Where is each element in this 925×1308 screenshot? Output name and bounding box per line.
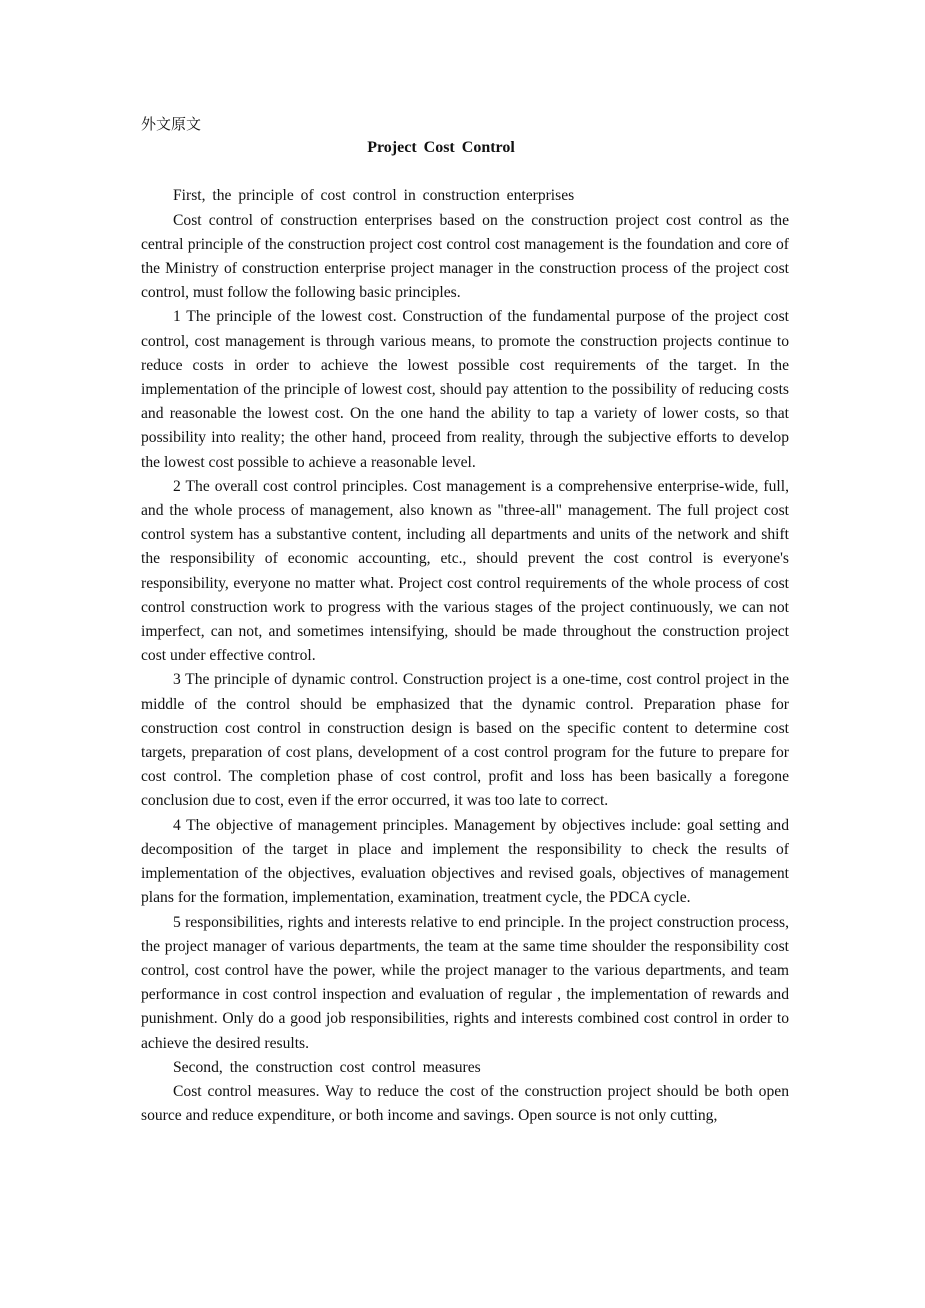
- paragraph-principle-4: 4 The objective of management principles. Management by objectives include: goal setting and decomposition of the target in place and implement the responsibility to check the results of implementation of the objectives, evaluation objectives and revised goals, objectives of management plans for the formation, implementation, examination, treatment cycle, the PDCA cycle.: [141, 816, 789, 907]
- paragraph-principle-1: 1 The principle of the lowest cost. Construction of the fundamental purpose of the project cost control, cost management is through various means, to promote the construction projects continue to reduce costs in order to achieve the lowest possible cost requirements of the target. In the implementation of the principle of lowest cost, should pay attention to the possibility of reducing costs and reasonable the lowest cost. On the one hand the ability to tap a variety of lower costs, so that possibility into reality; the other hand, proceed from reality, through the subjective efforts to develop the lowest cost possible to achieve a reasonable level.: [141, 308, 789, 471]
- section-heading-second: Second, the construction cost control measures: [173, 1058, 481, 1076]
- paragraph-principle-5: 5 responsibilities, rights and interests relative to end principle. In the project construction process, the project manager of various departments, the team at the same time shoulder the responsibility cost control, cost control have the power, while the project manager to the various departments, and team performance in cost control inspection and evaluation of regular , the implementation of rewards and punishment. Only do a good job responsibilities, rights and interests combined cost control in order to achieve the desired results.: [141, 913, 789, 1052]
- section-label: 外文原文: [141, 115, 202, 133]
- paragraph-measures: Cost control measures. Way to reduce the cost of the construction project should be both open source and reduce expenditure, or both income and savings. Open source is not only cutting,: [141, 1082, 789, 1125]
- paragraph-principle-2: 2 The overall cost control principles. Cost management is a comprehensive enterprise-wide, full, and the whole process of management, also known as "three-all" management. The full project cost control system has a substantive content, including all departments and units of the network and shift the responsibility of economic accounting, etc., should prevent the cost control is everyone's responsibility, everyone no matter what. Project cost control requirements of the whole process of cost control construction work to progress with the various stages of the project continuously, we can not imperfect, can not, and sometimes intensifying, should be made throughout the construction project cost under effective control.: [141, 477, 789, 665]
- paragraph-principle-3: 3 The principle of dynamic control. Construction project is a one-time, cost control project in the middle of the control should be emphasized that the dynamic control. Preparation phase for construction cost control in construction design is based on the specific content to determine cost targets, preparation of cost plans, development of a cost control program for the future to prepare for cost control. The completion phase of cost control, profit and loss has been basically a foregone conclusion due to cost, even if the error occurred, it was too late to correct.: [141, 671, 789, 810]
- document-body: [141, 112, 789, 1128]
- paragraph-intro: Cost control of construction enterprises based on the construction project cost control as the central principle of the construction project cost control cost management is the foundation and core of the Ministry of construction enterprise project manager in the construction process of the project cost control, must follow the following basic principles.: [141, 211, 789, 302]
- document-title: Project Cost Control: [367, 139, 515, 157]
- section-heading-first: First, the principle of cost control in construction enterprises: [173, 187, 575, 205]
